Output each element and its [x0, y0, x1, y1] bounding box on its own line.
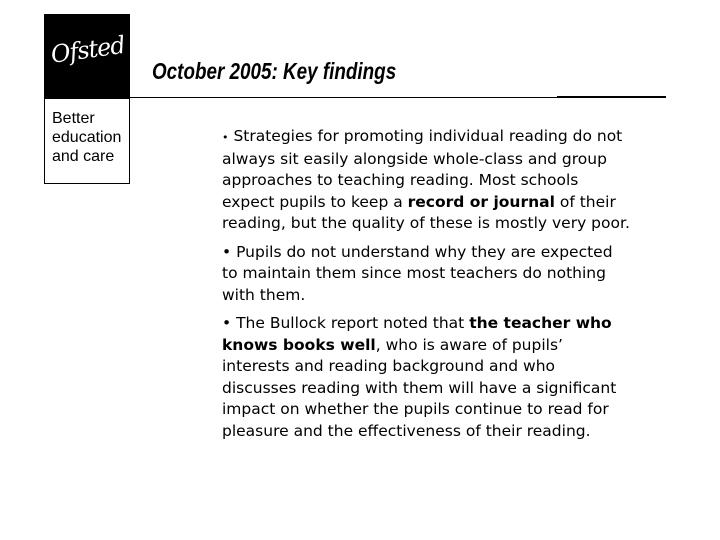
ofsted-logo	[44, 14, 130, 184]
bullet-emphasis: record or journal	[407, 192, 555, 211]
bullet-text: The Bullock report noted that	[236, 314, 470, 332]
bullet-item	[222, 242, 632, 307]
bullet-text: , who is aware of pupils’ interests and reading background and who discusses reading with them will have a significant impact on whether the pupils continue to read for pleasure and the effectiveness of their reading.	[222, 335, 617, 440]
bullet-item	[222, 126, 632, 235]
page-title: October 2005: Key findings	[152, 58, 397, 84]
key-findings-list	[222, 126, 632, 449]
bullet-emphasis: the teacher who knows books well	[222, 314, 612, 354]
bullet-marker: •	[222, 242, 232, 261]
bullet-marker: •	[222, 131, 229, 144]
logo-tagline	[52, 109, 128, 166]
bullet-item	[222, 313, 632, 442]
bullet-text: Strategies for promoting individual reading do not always sit easily alongside whole-class and group approaches to teaching reading. Most schools expect pupils to keep a	[222, 127, 623, 211]
bullet-text: of their reading, but the quality of these is mostly very poor.	[222, 192, 630, 232]
bullet-text: Pupils do not understand why they are expected to maintain them since most teachers do nothing with them.	[222, 242, 613, 304]
logo-tagline-line: Better	[52, 110, 95, 127]
title-divider-thick	[557, 96, 666, 98]
logo-tagline-line: education	[52, 129, 122, 146]
logo-wordmark: Ofsted	[49, 30, 127, 69]
logo-wordmark-panel	[45, 15, 129, 99]
logo-tagline-line: and care	[52, 148, 115, 165]
bullet-marker: •	[222, 314, 232, 332]
